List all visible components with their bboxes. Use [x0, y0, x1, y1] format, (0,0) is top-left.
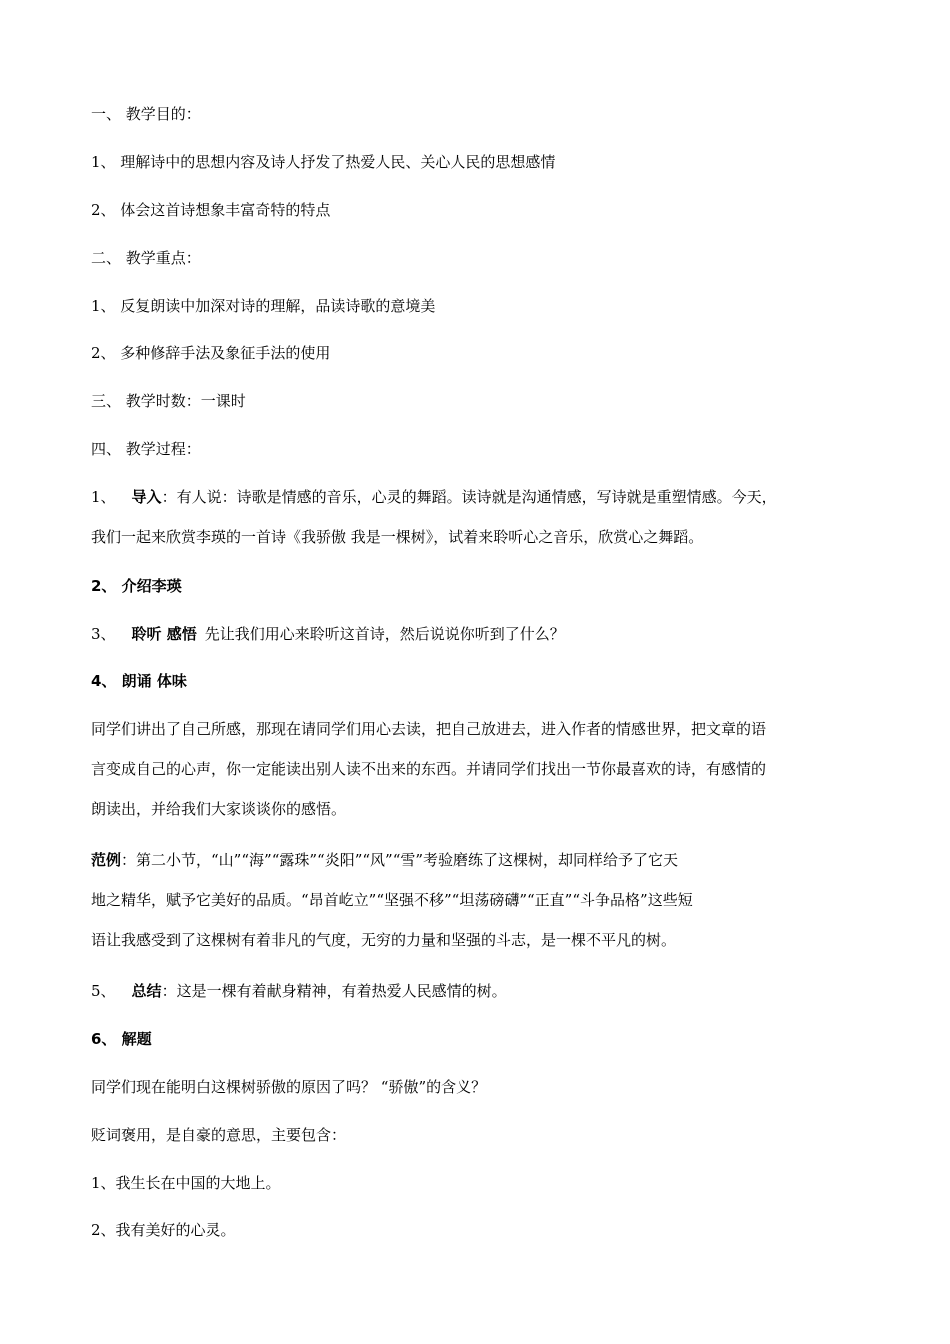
focus-item-1: 1、 反复朗读中加深对诗的理解，品读诗歌的意境美 — [91, 297, 436, 315]
step-title: 聆听 感悟 — [131, 625, 197, 643]
step-title: 总结 — [131, 982, 162, 1000]
paragraph-line: 言变成自己的心声，你一定能读出别人读不出来的东西。并请同学们找出一节你最喜欢的诗，有感情的 — [91, 760, 767, 778]
paragraph-line: 同学们现在能明白这棵树骄傲的原因了吗？ “骄傲”的含义？ — [91, 1078, 487, 1096]
process-step-1-cont: 我们一起来欣赏李瑛的一首诗《我骄傲 我是一棵树》，试着来聆听心之音乐，欣赏心之舞蹈。 — [91, 528, 704, 546]
process-step-1 — [91, 487, 777, 507]
heading-teaching-goals: 一、 教学目的： — [91, 105, 201, 123]
paragraph-line: 地之精华，赋予它美好的品质。“昂首屹立”“坚强不移”“坦荡磅礴”“正直”“斗争品格”这些短 — [91, 891, 693, 909]
heading-teaching-focus: 二、 教学重点： — [91, 249, 201, 267]
process-step-5 — [91, 981, 507, 1001]
paragraph-line: 语让我感受到了这棵树有着非凡的气度，无穷的力量和坚强的斗志，是一棵不平凡的树。 — [91, 931, 677, 949]
step-number: 1、 — [91, 488, 116, 506]
step-title: 导入 — [131, 488, 162, 506]
step-text: 先让我们用心来聆听这首诗，然后说说你听到了什么？ — [204, 625, 565, 643]
list-item: 2、我有美好的心灵。 — [91, 1221, 236, 1239]
focus-item-2: 2、 多种修辞手法及象征手法的使用 — [91, 344, 331, 362]
step-number: 3、 — [91, 625, 116, 643]
paragraph-line: 同学们讲出了自己所感，那现在请同学们用心去读，把自己放进去，进入作者的情感世界，把文章的语 — [91, 720, 767, 738]
example-paragraph — [91, 850, 678, 870]
heading-class-hours: 三、 教学时数：一课时 — [91, 392, 246, 410]
process-step-3 — [91, 624, 565, 644]
process-step-2: 2、 介绍李瑛 — [91, 577, 182, 595]
process-step-6: 6、 解题 — [91, 1030, 152, 1048]
goal-item-2: 2、 体会这首诗想象丰富奇特的特点 — [91, 201, 331, 219]
paragraph-line: 贬词褒用，是自豪的意思，主要包含： — [91, 1126, 347, 1144]
heading-teaching-process: 四、 教学过程： — [91, 440, 201, 458]
paragraph-line: 朗读出，并给我们大家谈谈你的感悟。 — [91, 800, 347, 818]
list-item: 1、我生长在中国的大地上。 — [91, 1174, 281, 1192]
step-number: 5、 — [91, 982, 116, 1000]
process-step-4: 4、 朗诵 体味 — [91, 672, 187, 690]
step-text: ：有人说：诗歌是情感的音乐，心灵的舞蹈。读诗就是沟通情感，写诗就是重塑情感。今天， — [161, 488, 777, 506]
goal-item-1: 1、 理解诗中的思想内容及诗人抒发了热爱人民、关心人民的思想感情 — [91, 153, 556, 171]
example-label: 范例 — [91, 851, 122, 869]
step-text: ：这是一棵有着献身精神，有着热爱人民感情的树。 — [161, 982, 507, 1000]
example-text: ：第二小节，“山”“海”“露珠”“炎阳”“风”“雪”考验磨练了这棵树，却同样给予了它天 — [121, 851, 679, 869]
